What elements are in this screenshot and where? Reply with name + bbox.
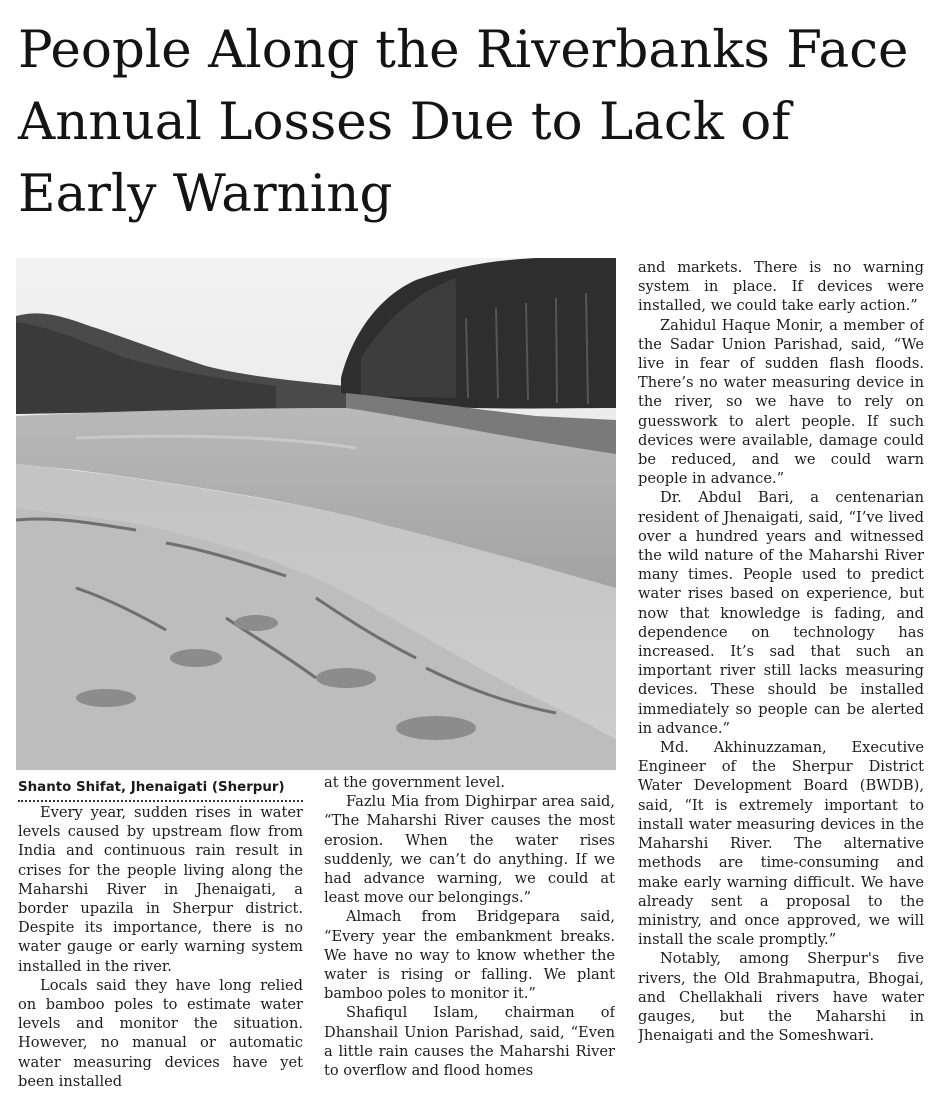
river-photo (16, 258, 616, 770)
river-photo-icon (16, 258, 616, 770)
paragraph: and markets. There is no warning system in place. If devices were installed, we could take early action.” (638, 259, 924, 315)
article-column-1 (18, 803, 303, 1109)
byline: Shanto Shifat, Jhenaigati (Sherpur) (18, 778, 303, 802)
paragraph: Shafiqul Islam, chairman of Dhanshail Union Parishad, said, “Even a little rain causes the Maharshi River to overflow and flood homes (324, 1004, 615, 1080)
paragraph: Dr. Abdul Bari, a centenarian resident of Jhenaigati, said, “I’ve lived over a hundred years and witnessed the wild nature of the Maharshi River many times. People used to predict water rises based on experience, but now that knowledge is fading, and dependence on technology has increased. It’s sad that such an important river still lacks measuring devices. These should be installed immediately so people can be alerted in advance.” (638, 489, 924, 737)
paragraph: Notably, among Sherpur's five rivers, the Old Brahmaputra, Bhogai, and Chellakhali rivers have water gauges, but the Maharshi in Jhenaigati and the Someshwari. (638, 950, 924, 1045)
paragraph: Every year, sudden rises in water levels caused by upstream flow from India and continuous rain result in crises for the people living along the Maharshi River in Jhenaigati, a border upazila in Sherpur district. Despite its importance, there is no water gauge or early warning system installed in the river. (18, 804, 303, 975)
paragraph: Fazlu Mia from Dighirpar area said, “The Maharshi River causes the most erosion. When the water rises suddenly, we can’t do anything. If we had advance warning, we could at least move our belongings.” (324, 793, 615, 907)
paragraph: Md. Akhinuzzaman, Executive Engineer of the Sherpur District Water Development Board (BWDB), said, “It is extremely important to install water measuring devices in the Maharshi River. The alternative methods are time-consuming and make early warning difficult. We have already sent a proposal to the ministry, and once approved, we will install the scale promptly.” (638, 739, 924, 949)
paragraph: Almach from Bridgepara said, “Every year the embankment breaks. We have no way to know whether the water is rising or falling. We plant bamboo poles to monitor it.” (324, 908, 615, 1003)
headline: People Along the Riverbanks Face Annual Losses Due to Lack of Early Warning (18, 20, 909, 224)
paragraph: at the government level. (324, 774, 505, 791)
paragraph: Locals said they have long relied on bamboo poles to estimate water levels and monitor the situation. However, no manual or automatic water measuring devices have yet been installed (18, 976, 303, 1090)
article-column-3 (638, 258, 924, 1108)
article-column-2 (324, 773, 615, 1109)
paragraph: Zahidul Haque Monir, a member of the Sadar Union Parishad, said, “We live in fear of sudden flash floods. There’s no water measuring device in the river, so we have to rely on guesswork to alert people. If such devices were available, damage could be reduced, and we could warn people in advance.” (638, 316, 924, 488)
